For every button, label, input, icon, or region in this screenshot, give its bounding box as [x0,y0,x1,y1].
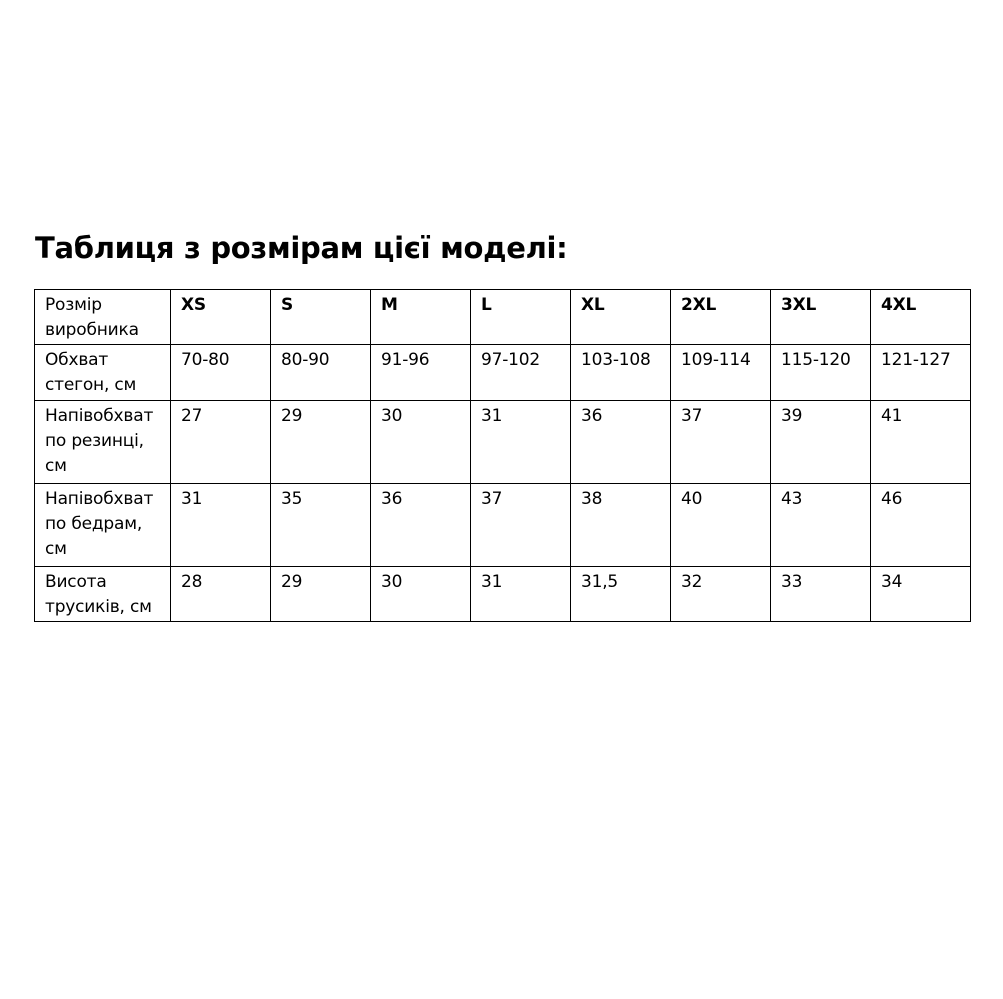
table-cell: 27 [171,401,271,484]
table-header-row [35,290,971,345]
table-row [35,401,971,484]
size-header: L [471,290,571,345]
table-cell: 70-80 [171,345,271,401]
table-cell: 30 [371,401,471,484]
size-header: XS [171,290,271,345]
table-cell: 31 [171,484,271,567]
table-cell: 38 [571,484,671,567]
size-header: 3XL [771,290,871,345]
table-cell: 115-120 [771,345,871,401]
table-cell: 41 [871,401,971,484]
row-label: Розмір виробника [35,290,171,345]
row-label: Висота трусиків, см [35,567,171,622]
size-header: 2XL [671,290,771,345]
size-table [34,289,971,622]
table-cell: 40 [671,484,771,567]
table-cell: 37 [471,484,571,567]
table-cell: 109-114 [671,345,771,401]
table-cell: 121-127 [871,345,971,401]
size-header: M [371,290,471,345]
table-cell: 103-108 [571,345,671,401]
row-label: Обхват стегон, см [35,345,171,401]
table-cell: 29 [271,401,371,484]
table-row [35,484,971,567]
table-cell: 97-102 [471,345,571,401]
row-label: Напівобхват по бедрам, см [35,484,171,567]
table-cell: 29 [271,567,371,622]
table-row [35,567,971,622]
table-cell: 31,5 [571,567,671,622]
size-header: XL [571,290,671,345]
table-cell: 32 [671,567,771,622]
table-cell: 46 [871,484,971,567]
row-label: Напівобхват по резинці, см [35,401,171,484]
table-cell: 36 [371,484,471,567]
table-cell: 34 [871,567,971,622]
table-cell: 80-90 [271,345,371,401]
table-cell: 43 [771,484,871,567]
table-cell: 28 [171,567,271,622]
table-row [35,345,971,401]
table-cell: 37 [671,401,771,484]
table-cell: 91-96 [371,345,471,401]
table-cell: 39 [771,401,871,484]
page-title: Таблиця з розмірам цієї моделі: [35,231,568,265]
table-cell: 31 [471,567,571,622]
table-cell: 33 [771,567,871,622]
table-cell: 35 [271,484,371,567]
size-header: 4XL [871,290,971,345]
table-cell: 31 [471,401,571,484]
table-cell: 30 [371,567,471,622]
size-header: S [271,290,371,345]
table-cell: 36 [571,401,671,484]
